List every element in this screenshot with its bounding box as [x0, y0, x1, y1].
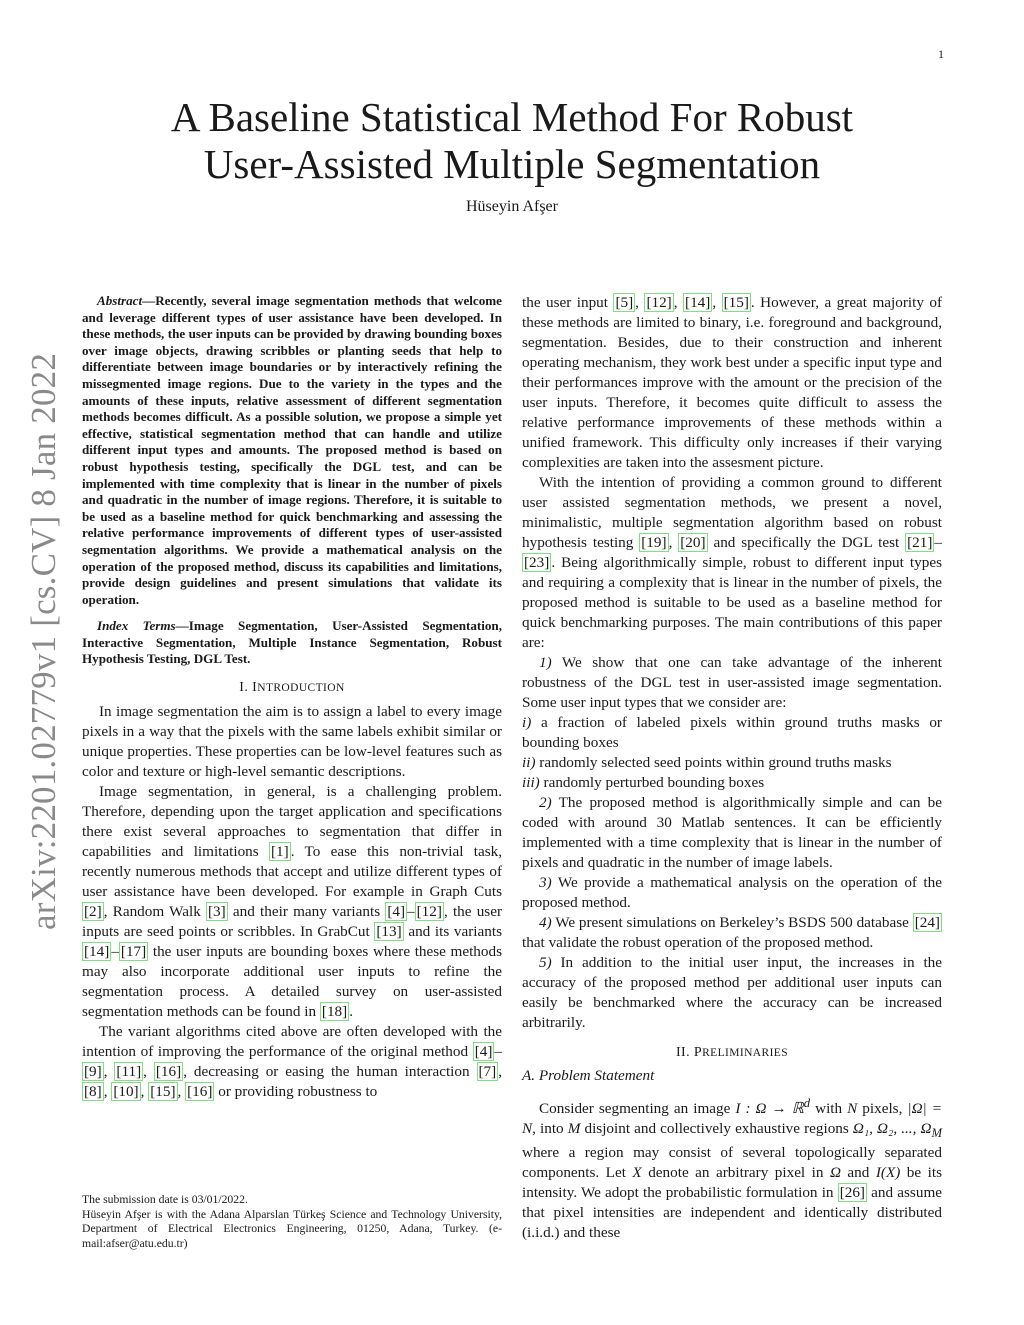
citation-link[interactable]: [5]: [615, 294, 634, 311]
subsection-heading-problem-statement: A. Problem Statement: [522, 1067, 655, 1084]
footnotes: [82, 1193, 502, 1251]
right-paragraph-2: With the intention of providing a common ground to different user assisted segmentation methods, we present a novel, minimalistic, multiple segmentation algorithm based on robust hypothesis testing [19] , [20] and specifically the DGL test [21] –[23] . Being algorithmically simple, robust to different input types and requiring a complexity that is linear in the number of pixels, the proposed method is suitable to be used as a baseline method for quick benchmarking purposes. The main contributions of this paper are:: [522, 474, 943, 651]
contribution-2: 2) The proposed method is algorithmically simple and can be coded with around 30 Matlab sentences. It can be efficiently implemented with a time complexity that is linear in the number of pixels and quadratic in the number of image labels.: [522, 794, 942, 871]
intro-paragraph-1: In image segmentation the aim is to assign a label to every image pixels in a way that the pixels with the same labels exhibit similar or unique properties. These properties can be low-level features such as color and texture or high-level semantic descriptions.: [82, 703, 502, 781]
preliminaries-paragraph-1: Consider segmenting an image I : Ω → ℝ$^d$ with N pixels, |Ω| = N, into M disjoint and collectively exhaustive regions Ω₁, Ω₂, ..., $\Omega_M$ where a region may consist of several topologically separated components. Let X denote an arbitrary pixel in Ω and I(X) be its intensity. We adopt the probabilistic formulation in [26] and assume that pixel intensities are independent and identically distributed (i.i.d.) and these: [522, 1096, 942, 1242]
right-paragraph-1: the user input [5] , [12] , [14] , [15] . However, a great majority of these methods are limited to binary, i.e. foreground and background, segmentation. Besides, due to their construction and inherent operating mechanism, they work best under a specific input type and their performances improve with the amount or the precision of the user inputs. Therefore, it becomes quite difficult to assess the relative performance improvements of these methods within a unified framework. This difficulty only increases if their varying complexities are taken into the assesment picture.: [522, 294, 943, 471]
index-terms-label: Index Terms—: [97, 618, 189, 634]
section-heading-preliminaries: II. PRELIMINARIES: [675, 1045, 789, 1060]
citation-link[interactable]: [14]: [84, 943, 110, 961]
paper-title: [0, 94, 1024, 188]
citation-link[interactable]: [11]: [116, 1063, 142, 1081]
citation-link[interactable]: [1]: [270, 843, 289, 861]
citation-link[interactable]: [15]: [723, 294, 749, 311]
page-number: 1: [938, 47, 944, 61]
contribution-5: 5) In addition to the initial user input, the increases in the accuracy of the proposed method per additional user inputs can easily be benchmarked where the accuracy can be increased arbitrarily.: [522, 954, 942, 1031]
abstract-label: Abstract—: [97, 293, 156, 308]
citation-link[interactable]: [19]: [641, 534, 667, 551]
subitem-iii: iii) randomly perturbed bounding boxes: [522, 774, 765, 791]
citation-link[interactable]: [9]: [84, 1063, 102, 1081]
abstract: [82, 293, 502, 608]
citation-link[interactable]: [23]: [524, 554, 550, 571]
abstract-text: Recently, several image segmentation methods that welcome and leverage different types of user assistance have been developed. In these methods, the user inputs can be provided by drawing bounding boxes over image objects, drawing scribbles or planting seeds that help to differentiate between image boundaries or by interactively refining the missegmented image regions. Due to the variety in the types and the amounts of these inputs, relative assessment of different segmentation methods becomes difficult. As a possible solution, we propose a simple yet effective, statistical segmentation method that can handle and utilize different input types and amounts. The proposed method is based on robust hypothesis testing, specifically the DGL test, and can be implemented with time complexity that is linear in the number of pixels and quadratic in the number of image regions. Therefore, it is suitable to be used as a baseline method for quick benchmarking and assessing the relative performance improvements of different types of user-assisted segmentation algorithms. We provide a mathematical analysis on the operation of the proposed method, discuss its capabilities and limitations, provide design guidelines and present simulations that validate its operation.: [82, 293, 502, 607]
right-column: [522, 293, 942, 1243]
citation-link[interactable]: [12]: [646, 294, 672, 311]
citation-link[interactable]: [8]: [84, 1083, 102, 1101]
citation-link[interactable]: [20]: [680, 534, 706, 551]
citation-link[interactable]: [10]: [113, 1083, 139, 1101]
title-line-2: User-Assisted Multiple Segmentation: [203, 141, 821, 187]
subitem-i: i) a fraction of labeled pixels within ground truths masks or bounding boxes: [522, 714, 942, 751]
citation-link[interactable]: [18]: [321, 1003, 348, 1021]
citation-link[interactable]: [24]: [914, 914, 940, 931]
citation-link[interactable]: [26]: [839, 1184, 865, 1202]
citation-link[interactable]: [2]: [84, 903, 102, 921]
citation-link[interactable]: [21]: [907, 534, 933, 551]
citation-link[interactable]: [3]: [208, 903, 226, 921]
citation-link[interactable]: [17]: [120, 943, 147, 961]
subitem-ii: ii) randomly selected seed points within ground truths masks: [522, 754, 892, 771]
section-heading-introduction: I. INTRODUCTION: [239, 680, 345, 696]
intro-paragraph-3: The variant algorithms cited above are often developed with the intention of improving the performance of the original method [4] –[9] , [11] , [16] , decreasing or easing the human interaction [7] , [8] , [10] , [15] , [16] or providing robustness to: [82, 1023, 503, 1101]
citation-link[interactable]: [14]: [685, 294, 711, 311]
citation-link[interactable]: [13]: [376, 923, 402, 941]
footnote-affiliation: Hüseyin Afşer is with the Adana Alparslan Türkeş Science and Technology University, Department of Electrical Electronics Engineering, 01250, Adana, Turkey. (e-mail:afser@atu.edu.tr): [82, 1207, 502, 1250]
title-line-1: A Baseline Statistical Method For Robust: [170, 94, 854, 140]
left-column: [82, 293, 502, 1102]
author-name: Hüseyin Afşer: [466, 198, 558, 215]
citation-link[interactable]: [16]: [155, 1063, 182, 1081]
citation-link[interactable]: [15]: [150, 1083, 176, 1101]
index-terms-text: Image Segmentation, User-Assisted Segmentation, Interactive Segmentation, Multiple Instance Segmentation, Robust Hypothesis Testing, DGL Test.: [82, 618, 502, 667]
intro-paragraph-2: Image segmentation, in general, is a challenging problem. Therefore, depending upon the target application and specifications there exist several approaches to segmentation that differ in capabilities and limitations [1] . To ease this non-trivial task, recently numerous methods that accept and utilize different types of user assistance have been developed. For example in Graph Cuts [2] , Random Walk [3] and their many variants [4] – [12] , the user inputs are seed points or scribbles. In GrabCut [13] and its variants [14] – [17] the user inputs are bounding boxes where these methods may also incorporate additional user inputs to refine the segmentation process. A detailed survey on user-assisted segmentation methods can be found in [18] .: [82, 783, 503, 1021]
citation-link[interactable]: [12]: [416, 903, 442, 921]
contribution-1: 1) We show that one can take advantage of the inherent robustness of the DGL test in user-assisted image segmentation. Some user input types that we consider are:: [522, 654, 942, 711]
citation-link[interactable]: [7]: [478, 1063, 497, 1081]
contribution-4: 4) We present simulations on Berkeley’s BSDS 500 database [24] that validate the robust operation of the proposed method.: [522, 914, 940, 951]
contribution-3: 3) We provide a mathematical analysis on the operation of the proposed method.: [522, 874, 942, 911]
citation-link[interactable]: [4]: [474, 1043, 493, 1061]
index-terms: [82, 618, 502, 668]
arxiv-stamp: arXiv:2201.02779v1 [cs.CV] 8 Jan 2022: [24, 352, 63, 930]
citation-link[interactable]: [16]: [187, 1083, 213, 1101]
footnote-submission-date: The submission date is 03/01/2022.: [82, 1193, 248, 1206]
citation-link[interactable]: [4]: [387, 903, 406, 921]
